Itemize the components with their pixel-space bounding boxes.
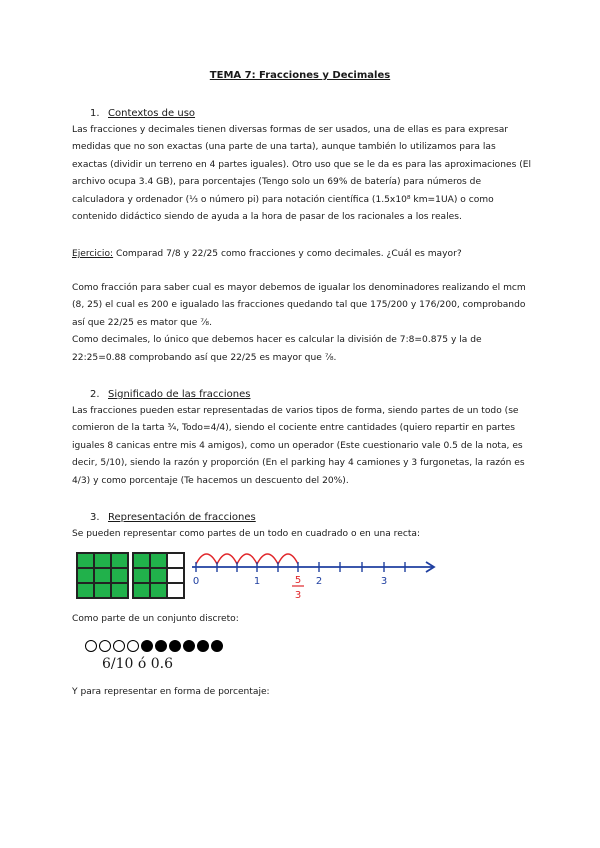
section-3-heading	[90, 512, 256, 523]
section-2-number: 2.	[90, 389, 100, 400]
square-cell	[133, 568, 150, 583]
number-line-label-2: 2	[315, 576, 323, 587]
section-2-paragraph: Las fracciones pueden estar representadas de varios tipos de forma, siendo partes de un todo (se comieron de la tarta ¾, Todo=4/4), siendo el cociente entre cantidades (quiero repartir en partes iguales 8 canicas entre mis 4 amigos), como un operador (Este cuestionario vale 0.5 de la nota, es decir, 5/10), siendo la razón y proporción (En el parking hay 4 camiones y 3 furgonetas, la razón es 4/3) y como porcentaje (Te hacemos un descuento del 20%).	[72, 406, 525, 486]
section-1-paragraph: Las fracciones y decimales tienen diversas formas de ser usados, una de ellas es para expresar medidas que no son exactas (una parte de una tarta), aunque también lo utilizamos para las exactas (dividir un terreno en 4 partes iguales). Otro uso que se le da es para las aproximaciones (El archivo ocupa 3.4 GB), para porcentajes (Tengo solo un 69% de batería) para números de calculadora y ordenador (⅓ o número pi) para notación científica (1.5x10⁸ km=1UA) o como contenido didáctico siendo de ayuda a la hora de pasar de los racionales a los reales.	[72, 125, 532, 223]
empty-dot	[99, 640, 111, 652]
number-line-jump-arc	[196, 554, 217, 564]
section-3-title: Representación de fracciones	[108, 512, 256, 523]
square-cell	[111, 553, 128, 568]
filled-dot	[183, 640, 195, 652]
number-line	[190, 540, 440, 610]
section-1-title: Contextos de uso	[108, 108, 196, 119]
answer-decimal: Como decimales, lo único que debemos hacer es calcular la división de 7:8=0.875 y la de 22:25=0.88 comprobando así que 22/25 es mayor que ⅞.	[72, 335, 482, 363]
discrete-caption: 6/10 ó 0.6	[102, 656, 174, 672]
square-cell	[167, 583, 184, 598]
fraction-square-whole	[76, 552, 129, 599]
number-line-jump-arc	[257, 554, 278, 564]
section-3-number: 3.	[90, 512, 100, 523]
square-cell	[150, 568, 167, 583]
answer-block	[72, 280, 532, 367]
number-line-label-1: 1	[253, 576, 261, 587]
section-1-body	[72, 122, 532, 226]
page-title: TEMA 7: Fracciones y Decimales	[209, 70, 391, 81]
square-cell	[133, 553, 150, 568]
filled-dot	[197, 640, 209, 652]
square-cell	[77, 568, 94, 583]
percent-label: Y para representar en forma de porcentaje:	[72, 687, 270, 697]
number-line-fraction-denominator: 3	[294, 590, 302, 601]
discrete-label-block	[72, 611, 532, 628]
filled-dot	[169, 640, 181, 652]
filled-dot	[211, 640, 223, 652]
exercise-text: Comparad 7/8 y 22/25 como fracciones y como decimales. ¿Cuál es mayor?	[113, 249, 462, 259]
section-1-heading	[90, 108, 195, 119]
number-line-arcs	[196, 554, 298, 564]
square-cell	[111, 568, 128, 583]
empty-dot	[85, 640, 97, 652]
square-cell	[133, 583, 150, 598]
square-cell	[150, 583, 167, 598]
number-line-label-3: 3	[380, 576, 388, 587]
square-cell	[77, 553, 94, 568]
square-cell	[167, 568, 184, 583]
section-2-title: Significado de las fracciones	[108, 389, 251, 400]
square-cell	[94, 568, 111, 583]
number-line-jump-arc	[237, 554, 257, 564]
percent-label-block	[72, 684, 532, 701]
filled-dot	[155, 640, 167, 652]
number-line-fraction-numerator: 5	[294, 575, 302, 586]
section-1-number: 1.	[90, 108, 100, 119]
exercise-label: Ejercicio:	[72, 249, 114, 259]
filled-dot	[141, 640, 153, 652]
discrete-set	[85, 640, 223, 652]
square-cell	[150, 553, 167, 568]
square-cell	[94, 583, 111, 598]
number-line-jump-arc	[217, 554, 237, 564]
number-line-jump-arc	[278, 554, 298, 564]
discrete-label: Como parte de un conjunto discreto:	[72, 614, 239, 624]
empty-dot	[127, 640, 139, 652]
square-cell	[77, 583, 94, 598]
fraction-square-partial	[132, 552, 185, 599]
number-line-label-0: 0	[192, 576, 200, 587]
section-2-heading	[90, 389, 251, 400]
square-cell	[167, 553, 184, 568]
square-cell	[111, 583, 128, 598]
exercise-block	[72, 246, 532, 263]
section-2-body	[72, 403, 532, 490]
empty-dot	[113, 640, 125, 652]
section-3-intro-text: Se pueden representar como partes de un todo en cuadrado o en una recta:	[72, 529, 421, 539]
square-cell	[94, 553, 111, 568]
answer-fraction: Como fracción para saber cual es mayor debemos de igualar los denominadores realizando el mcm (8, 25) el cual es 200 e igualado las fracciones quedando tal que 175/200 y 176/200, comprobando así que 22/25 es mator que ⅞.	[72, 283, 526, 328]
